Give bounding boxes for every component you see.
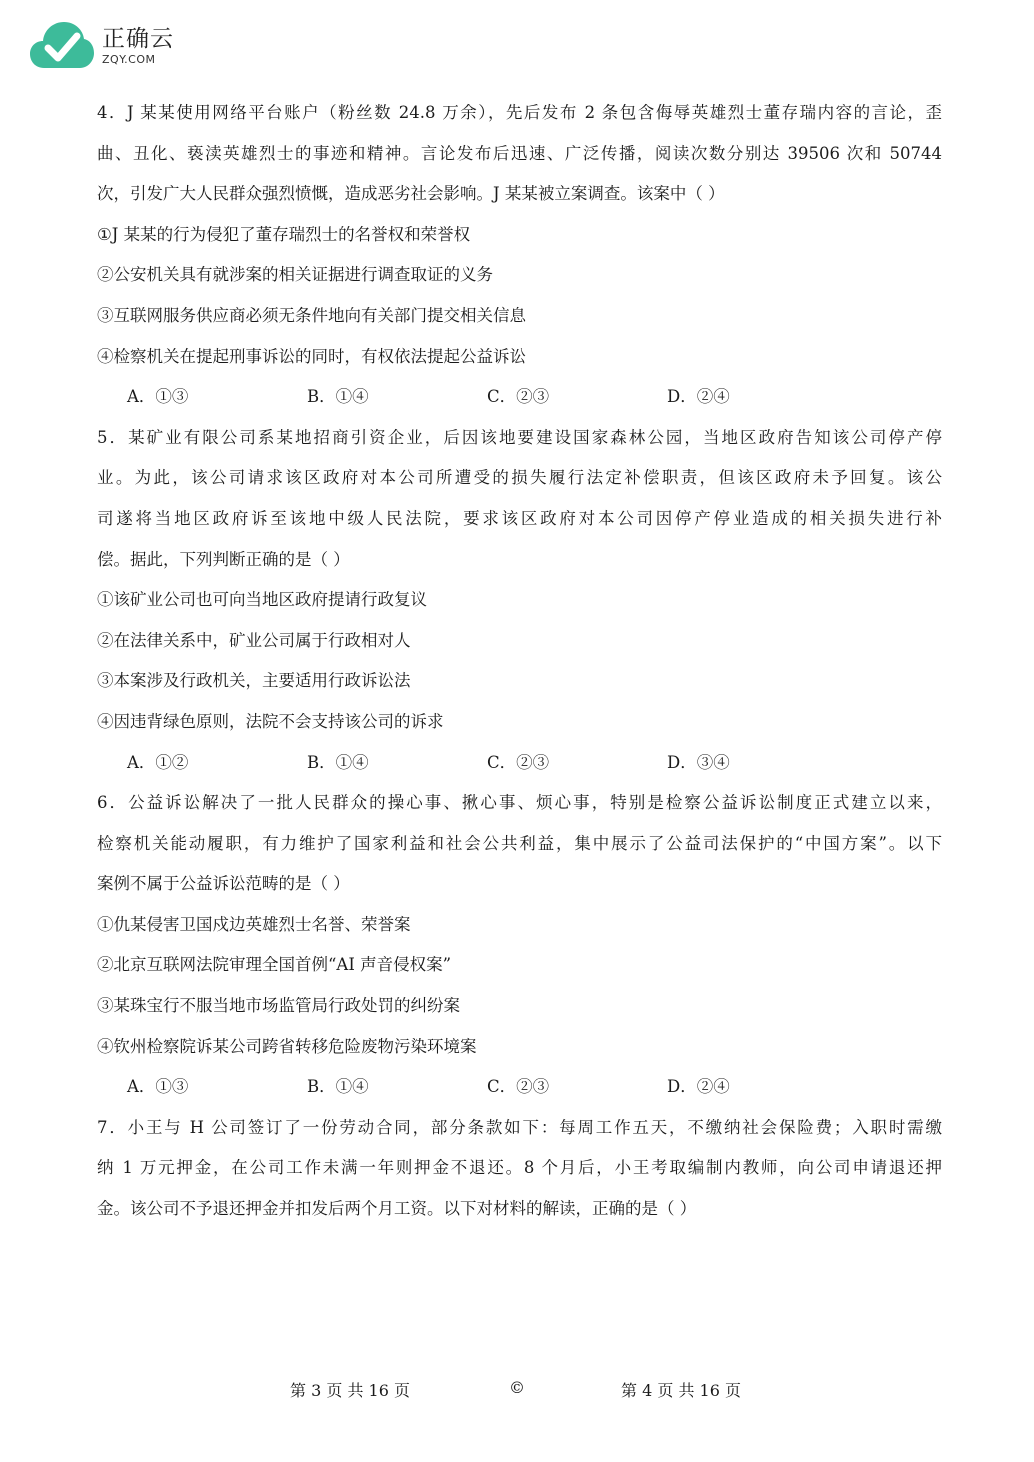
statement: ③互联网服务供应商必须无条件地向有关部门提交相关信息 — [97, 305, 526, 325]
statement: ②北京互联网法院审理全国首例“AI 声音侵权案” — [97, 955, 452, 975]
statement: ②公安机关具有就涉案的相关证据进行调查取证的义务 — [97, 265, 493, 285]
question-6 — [97, 783, 942, 1108]
option-b: B．①④ — [307, 1077, 369, 1097]
question-text-line: 纳 1 万元押金，在公司工作未满一年则押金不退还。8 个月后，小王考取编制内教师，向公司申请退还押 — [97, 1158, 942, 1178]
question-text-line: 6．公益诉讼解决了一批人民群众的操心事、揪心事、烦心事，特别是检察公益诉讼制度正式建立以来， — [97, 793, 942, 813]
copyright-symbol: © — [509, 1378, 525, 1397]
answer-options — [97, 377, 942, 418]
option-c: C．②③ — [487, 387, 550, 407]
question-text-line: 偿。据此，下列判断正确的是（ ） — [97, 549, 350, 569]
question-text-line: 5．某矿业有限公司系某地招商引资企业，后因该地要建设国家森林公园，当地区政府告知该公司停产停 — [97, 427, 942, 447]
logo — [30, 20, 174, 72]
statement: ④钦州检察院诉某公司跨省转移危险废物污染环境案 — [97, 1036, 477, 1056]
option-a: A．①③ — [127, 1077, 189, 1097]
option-c: C．②③ — [487, 752, 550, 772]
option-d: D．②④ — [667, 1077, 730, 1097]
option-d: D．②④ — [667, 387, 730, 407]
statement: ④检察机关在提起刑事诉讼的同时，有权依法提起公益诉讼 — [97, 346, 526, 366]
question-text-line: 案例不属于公益诉讼范畴的是（ ） — [97, 874, 350, 894]
question-text-line: 曲、丑化、亵渎英雄烈士的事迹和精神。言论发布后迅速、广泛传播，阅读次数分别达 39506 次和 50744 — [97, 143, 942, 163]
question-text-line: 4．J 某某使用网络平台账户（粉丝数 24.8 万余），先后发布 2 条包含侮辱英雄烈士董存瑞内容的言论，歪 — [97, 103, 942, 122]
logo-title: 正确云 — [102, 25, 174, 52]
question-5 — [97, 418, 942, 783]
option-c: C．②③ — [487, 1077, 550, 1097]
statement: ③本案涉及行政机关，主要适用行政诉讼法 — [97, 671, 411, 691]
question-text-line: 业。为此，该公司请求该区政府对本公司所遭受的损失履行法定补偿职责，但该区政府未予回复。该公 — [97, 468, 942, 488]
statement: ③某珠宝行不服当地市场监管局行政处罚的纠纷案 — [97, 996, 460, 1016]
logo-domain: ZQY.COM — [102, 52, 156, 66]
question-7 — [97, 1108, 942, 1230]
statement: ①仇某侵害卫国戍边英雄烈士名誉、荣誉案 — [97, 914, 411, 934]
statement: ④因违背绿色原则，法院不会支持该公司的诉求 — [97, 711, 444, 731]
option-d: D．③④ — [667, 752, 730, 772]
page-number-left: 第 3 页 共 16 页 — [290, 1381, 410, 1400]
question-content — [97, 93, 942, 1230]
option-b: B．①④ — [307, 752, 369, 772]
statement: ②在法律关系中，矿业公司属于行政相对人 — [97, 630, 411, 650]
option-b: B．①④ — [307, 387, 369, 407]
question-text-line: 次，引发广大人民群众强烈愤慨，造成恶劣社会影响。J 某某被立案调查。该案中（ ） — [97, 184, 725, 204]
question-text-line: 7．小王与 H 公司签订了一份劳动合同，部分条款如下：每周工作五天，不缴纳社会保险费；入职时需缴 — [97, 1117, 942, 1137]
answer-options — [97, 1067, 942, 1108]
option-a: A．①③ — [127, 387, 189, 407]
question-4 — [97, 93, 942, 418]
page-number-right: 第 4 页 共 16 页 — [621, 1381, 741, 1400]
statement: ①J 某某的行为侵犯了董存瑞烈士的名誉权和荣誉权 — [97, 224, 471, 244]
question-text-line: 司遂将当地区政府诉至该地中级人民法院，要求该区政府对本公司因停产停业造成的相关损失进行补 — [97, 508, 942, 528]
cloud-check-logo-icon — [30, 20, 94, 72]
question-text-line: 金。该公司不予退还押金并扣发后两个月工资。以下对材料的解读，正确的是（ ） — [97, 1199, 697, 1219]
option-a: A．①② — [127, 752, 189, 772]
statement: ①该矿业公司也可向当地区政府提请行政复议 — [97, 590, 427, 610]
question-text-line: 检察机关能动履职，有力维护了国家利益和社会公共利益，集中展示了公益司法保护的“中国方案”。以下 — [97, 833, 942, 853]
answer-options — [97, 743, 942, 784]
